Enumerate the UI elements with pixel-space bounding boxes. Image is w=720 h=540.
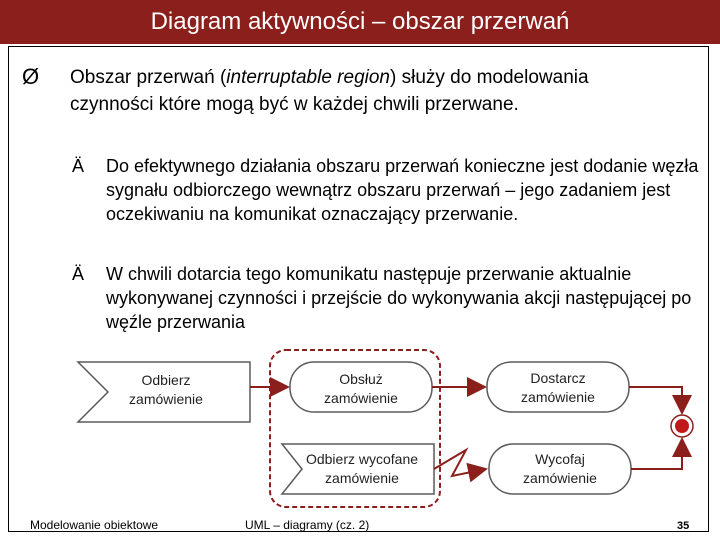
receive-cancel-label-2: zamówienie [325, 470, 399, 486]
arrow-bullet-icon: Ø [22, 64, 40, 89]
sub-item-text: Do efektywnego działania obszaru przerwań konieczne jest dodanie węzła sygnału odbiorczego wewnątrz obszaru przerwań – jego zadaniem jest oczekiwaniu na komunikat oznaczający przerwanie. [106, 156, 699, 224]
term-english: interruptable region [226, 67, 390, 88]
page-number: 35 [677, 520, 690, 532]
flow-deliver-to-final [629, 387, 682, 413]
open-paren: ( [214, 67, 227, 88]
deliver-order-label-1: Dostarcz [530, 370, 586, 386]
cancel-order-label-2: zamówienie [523, 470, 597, 486]
handle-order-label-2: zamówienie [324, 390, 398, 406]
deliver-order-label-2: zamówienie [521, 389, 595, 405]
sub-item-text: W chwili dotarcia tego komunikatu następuje przerwanie aktualnie wykonywanej czynności i przejście do wykonywania akcji następującej po węźle przerwania [106, 264, 692, 332]
sub-bullet-icon: Ä [72, 156, 85, 176]
footer-course: Modelowanie obiektowe [30, 518, 159, 532]
final-node-inner [675, 419, 689, 433]
cancel-order-label-1: Wycofaj [535, 451, 585, 467]
main-bullet-rest: ) służy do modelowania czynności które mogą być w każdej chwili przerwane. [70, 67, 589, 115]
flow-cancel-to-final [631, 439, 682, 469]
receive-order-label-1: Odbierz [141, 372, 191, 388]
term-label: Obszar przerwań [70, 67, 215, 88]
receive-cancel-label-1: Odbierz wycofane [305, 451, 419, 467]
flow-interrupt-lightning [434, 450, 486, 476]
slide-title: Diagram aktywności – obszar przerwań [0, 0, 720, 44]
handle-order-label-1: Obsłuż [339, 371, 383, 387]
footer-topic: UML – diagramy (cz. 2) [245, 518, 370, 532]
receive-order-label-2: zamówienie [129, 391, 203, 407]
sub-bullet-icon: Ä [72, 264, 85, 284]
